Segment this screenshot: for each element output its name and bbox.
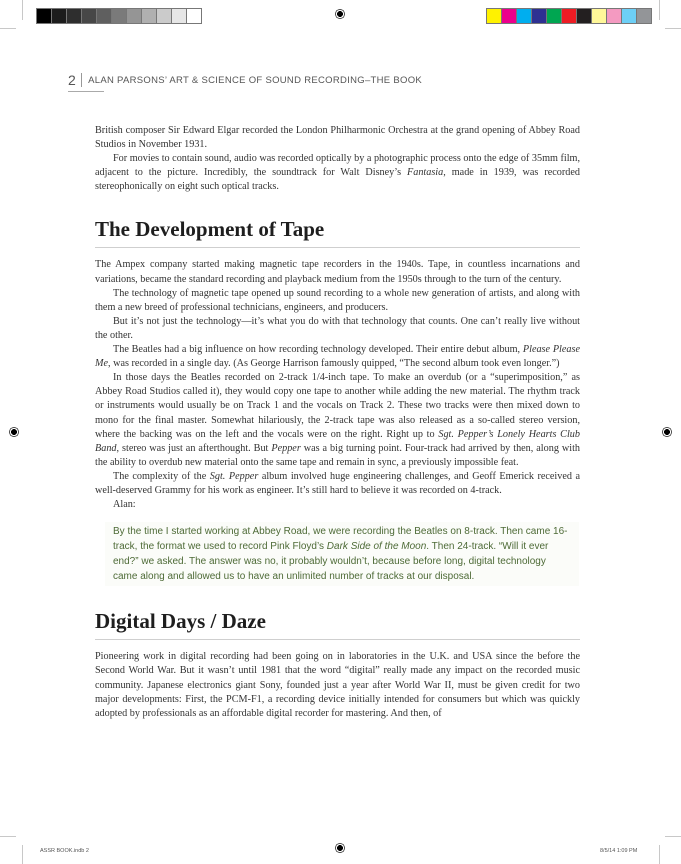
color-swatch	[487, 9, 502, 23]
color-swatch	[547, 9, 562, 23]
gray-color-bar	[36, 8, 202, 24]
color-swatch	[517, 9, 532, 23]
paragraph: But it’s not just the technology—it’s what you do with that technology that counts. One can’t really live without the other.	[95, 315, 580, 341]
color-swatch	[112, 9, 127, 23]
pull-quote: By the time I started working at Abbey Road, we were recording the Beatles on 8-track. Then came 16-track, the format we used to record Pink Floyd’s Dark Side of the Moon. Then 24-track. “Will it ever end?” we asked. The answer was no, it probably wouldn’t, because before long, digital technology came along and allowed us to have an unlimited number of tracks at our disposal.	[105, 522, 579, 586]
paragraph: In those days the Beatles recorded on 2-track 1/4-inch tape. To make an overdub (or a “superimposition,” as Abbey Road Studios called it), they would copy one tape to another while adding the new material. The rhythm track or instruments would usually be on Track 1 and the vocals on Track 2. These two tracks were then mixed down to mono for the final master. Somewhat hilariously, the 2-track tape was also released as a so-called stereo version, where the backing was on the left and the vocals were on the right. Right up to Sgt. Pepper’s Lonely Hearts Club Band, stereo was just an afterthought. But Pepper was a big turning point. Four-track had arrived by then, along with the ability to overdub new material onto the same tape and remain in sync, a previously impossible feat.	[95, 372, 580, 468]
book-title: ALAN PARSONS’ ART & SCIENCE OF SOUND RECORDING–THE BOOK	[88, 74, 423, 86]
color-swatch	[622, 9, 637, 23]
registration-mark-icon	[334, 842, 346, 854]
speaker-label: Alan:	[113, 499, 136, 511]
paragraph: The technology of magnetic tape opened up sound recording to a whole new generation of artists, and along with them a new breed of professional technicians, engineers, and producers.	[95, 287, 580, 313]
running-head	[68, 72, 422, 88]
slug-filename: ASSR BOOK.indb 2	[40, 848, 89, 854]
color-swatch	[532, 9, 547, 23]
color-swatch	[127, 9, 142, 23]
crop-mark	[665, 28, 681, 29]
paragraph: The Beatles had a big influence on how recording technology developed. Their entire debut album, Please Please Me, was recorded in a single day. (As George Harrison famously quipped, “The second album took even longer.”)	[95, 344, 580, 370]
color-swatch	[142, 9, 157, 23]
color-swatch	[562, 9, 577, 23]
color-swatch	[577, 9, 592, 23]
page-number: 2	[68, 72, 77, 88]
crop-mark	[0, 28, 16, 29]
crop-mark	[665, 836, 681, 837]
paragraph: British composer Sir Edward Elgar recorded the London Philharmonic Orchestra at the grand opening of Abbey Road Studios in November 1931.	[95, 125, 580, 151]
color-swatch	[502, 9, 517, 23]
paragraph: The Ampex company started making magnetic tape recorders in the 1940s. Tape, in countless incarnations and variations, became the standard recording and playback medium from the 1950s through to the turn of the century.	[95, 259, 580, 285]
color-swatch	[637, 9, 651, 23]
paragraph: Pioneering work in digital recording had been going on in laboratories in the U.K. and USA since the before the Second World War. But it wasn’t until 1981 that the word “digital” really made any impact on the recorded music community. Japanese electronics giant Sony, founded just a year after World War II, must be given credit for two major developments: First, the PCM-F1, a recording device initially intended for consumers but which was quickly adopted by professionals as an affordable digital recorder for mastering. And then, of	[95, 651, 580, 719]
color-swatch	[607, 9, 622, 23]
running-head-rule	[68, 91, 104, 92]
crop-mark	[22, 845, 23, 864]
crop-mark	[659, 0, 660, 20]
registration-mark-icon	[334, 8, 346, 20]
crop-mark	[0, 836, 16, 837]
paragraph: For movies to contain sound, audio was recorded optically by a photographic process onto the edge of 35mm film, adjacent to the picture. Incredibly, the soundtrack for Walt Disney’s Fantasia, made in 1939, was recorded stereophonically on eight such optical tracks.	[95, 153, 580, 193]
registration-mark-icon	[8, 426, 20, 438]
color-swatch	[172, 9, 187, 23]
slug-timestamp: 8/5/14 1:09 PM	[600, 848, 638, 854]
color-swatch	[52, 9, 67, 23]
color-swatch	[187, 9, 201, 23]
color-swatch	[67, 9, 82, 23]
section-heading: The Development of Tape	[95, 216, 580, 248]
paragraph: The complexity of the Sgt. Pepper album involved huge engineering challenges, and Geoff Emerick received a well-deserved Grammy for his work as engineer. It’s still hard to believe it was recorded on 4-track.	[95, 470, 581, 496]
registration-mark-icon	[661, 426, 673, 438]
process-color-bar	[486, 8, 652, 24]
color-swatch	[82, 9, 97, 23]
color-swatch	[592, 9, 607, 23]
crop-mark	[22, 0, 23, 20]
color-swatch	[37, 9, 52, 23]
separator	[81, 73, 82, 87]
crop-mark	[659, 845, 660, 864]
color-swatch	[97, 9, 112, 23]
color-swatch	[157, 9, 172, 23]
page-body	[95, 124, 580, 721]
section-heading: Digital Days / Daze	[95, 608, 580, 640]
